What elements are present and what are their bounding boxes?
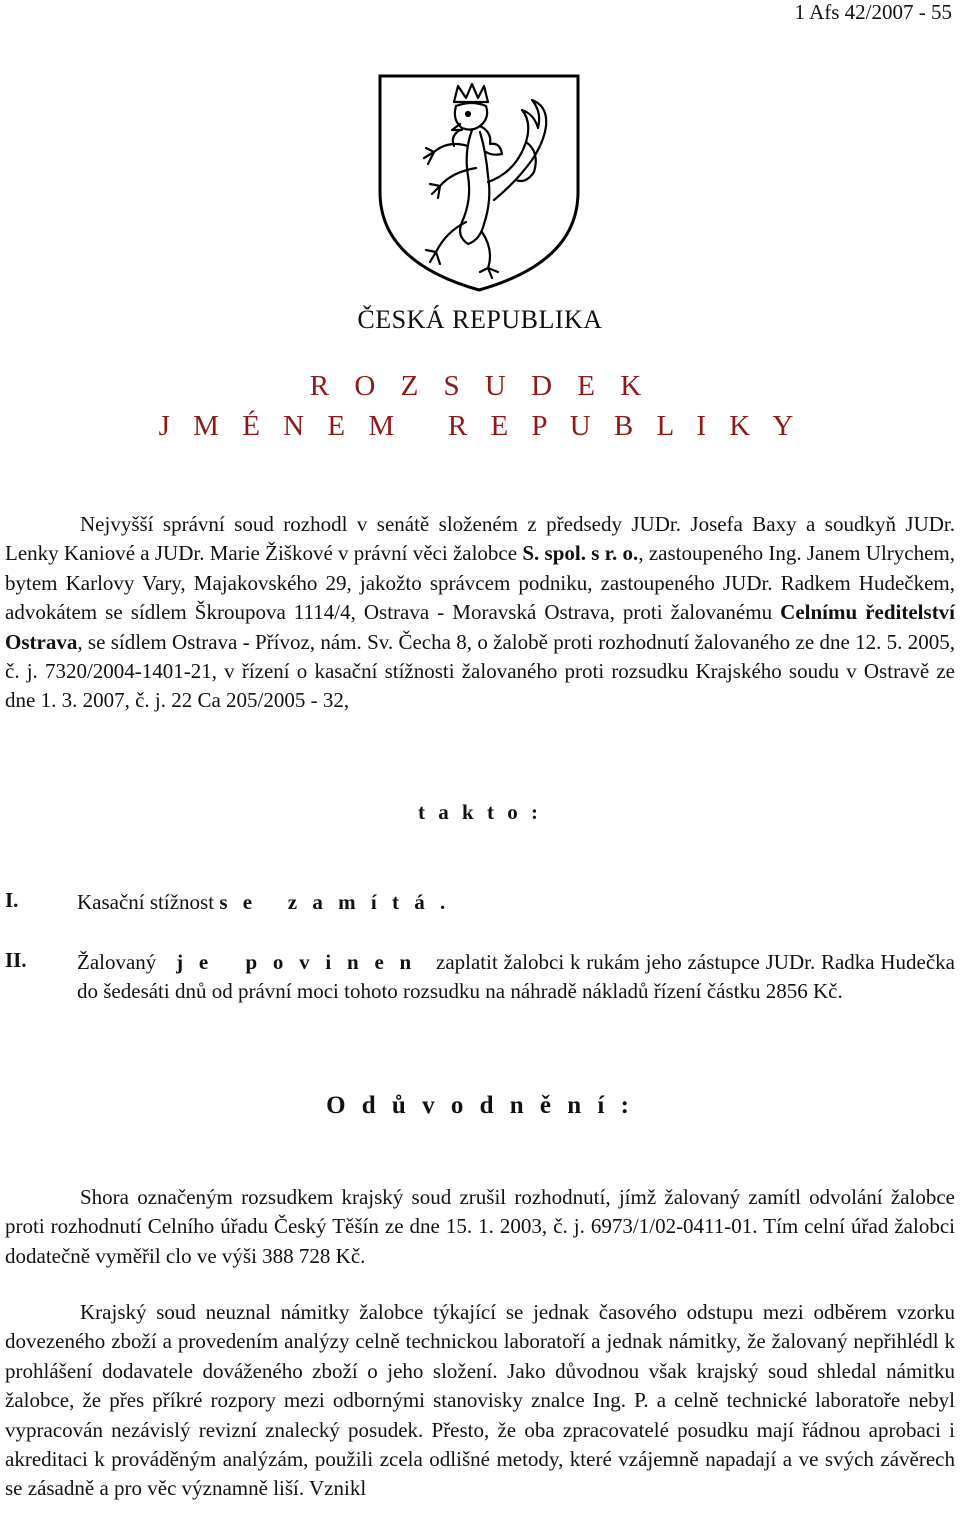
verdict-number-1: I. bbox=[5, 888, 19, 912]
verdict-2 bbox=[77, 948, 955, 1006]
verdict-1 bbox=[77, 888, 955, 917]
reasoning-text-2: Krajský soud neuznal námitky žalobce týkající se jednak časového odstupu mezi odběrem vzorku dovezeného zboží a provedením analýzy celně technickou laboratoří a jednak námitky, že žalovaný nepřihlédl k prohlášení dodavatele dováženého zboží o jeho složení. Jako důvodnou však krajský soud shledal námitku žalobce, že přes příkré rozpory mezi odbornými stanovisky znalce Ing. P. a celně technické laboratoře nebyl vypracován nezávislý revizní znalecký posudek. Přesto, že oba zpracovatelé posudku mají řádnou aprobaci i akreditaci k prováděným analýzám, použili zcela odlišné metody, které vzájemně napadají a ve svých závěrech se zásadně a pro věc významně liší. Vznikl bbox=[5, 1300, 955, 1501]
case-reference: 1 Afs 42/2007 - 55 bbox=[794, 0, 952, 24]
verdict-1-text: Kasační stížnost bbox=[77, 890, 215, 914]
verdict-2-rest: zaplatit žalobci k rukám jeho zástupce JUDr. Radka Hudečka do šedesáti dnů od právní moci tohoto rozsudku na náhradě nákladů řízení částku 2856 Kč. bbox=[77, 950, 956, 1003]
coat-of-arms-icon bbox=[376, 72, 582, 294]
intro-paragraph bbox=[5, 510, 955, 716]
judgment-subtitle: J M É N E M R E P U B L I K Y bbox=[158, 410, 802, 442]
judgment-title: R O Z S U D E K bbox=[309, 370, 651, 402]
verdict-2-text: Žalovaný bbox=[77, 950, 157, 974]
intro-text-2: , zastoupeného Ing. Janem Ulrychem, bytem Karlovy Vary, Majakovského 29, jakožto správcem podniku, zastoupeného JUDr. Radkem Hudečkem, advokátem se sídlem Škroupova 1114/4, Ostrava - Moravská Ostrava, proti žalovanému bbox=[5, 541, 955, 625]
verdict-1-emphasis: s e z a m í t á . bbox=[219, 890, 451, 914]
defendant-name: Celnímu ředitelství Ostrava bbox=[5, 600, 956, 654]
reasoning-text-1: Shora označeným rozsudkem krajský soud zrušil rozhodnutí, jímž žalovaný zamítl odvolání žalobce proti rozhodnutí Celního úřadu Český Těšín ze dne 15. 1. 2003, č. j. 6973/1/02-0411-01. Tím celní úřad žalobci dodatečně vyměřil clo ve výši 388 728 Kč. bbox=[5, 1185, 955, 1268]
takto-heading: t a k t o : bbox=[418, 800, 542, 824]
verdict-2-emphasis: j e p o v i n e n bbox=[176, 950, 417, 974]
intro-text-3: , se sídlem Ostrava - Přívoz, nám. Sv. Čecha 8, o žalobě proti rozhodnutí žalovaného ze dne 12. 5. 2005, č. j. 7320/2004-1401-21, v řízení o kasační stížnosti žalovaného proti rozsudku Krajského soudu v Ostravě ze dne 1. 3. 2007, č. j. 22 Ca 205/2005 - 32, bbox=[5, 629, 955, 713]
intro-text-1: Nejvyšší správní soud rozhodl v senátě složeném z předsedy JUDr. Josefa Baxy a soudkyň JUDr. Lenky Kaniové a JUDr. Marie Žiškové v právní věci žalobce bbox=[5, 512, 955, 566]
reasoning-paragraph-2 bbox=[5, 1298, 955, 1504]
country-heading: ČESKÁ REPUBLIKA bbox=[357, 305, 603, 334]
plaintiff-name: S. spol. s r. o. bbox=[522, 541, 639, 566]
verdict-number-2: II. bbox=[5, 948, 27, 972]
reasoning-heading: O d ů v o d n ě n í : bbox=[326, 1092, 634, 1119]
reasoning-paragraph-1 bbox=[5, 1183, 955, 1271]
